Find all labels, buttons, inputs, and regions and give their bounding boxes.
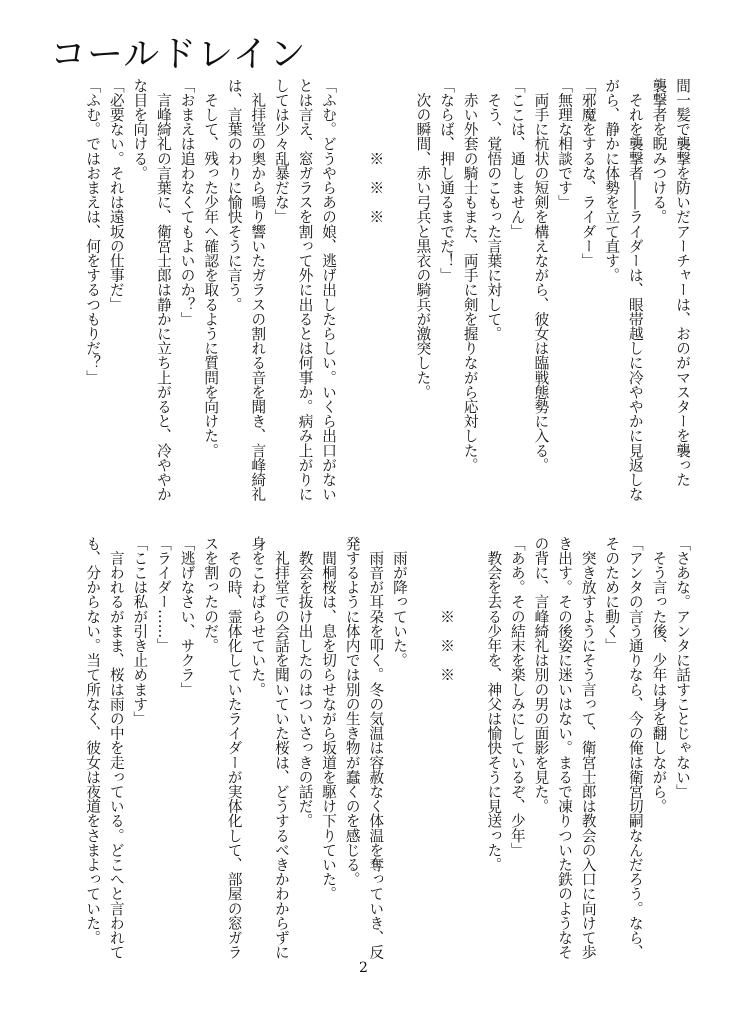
text-line: ※ ※ ※ [438, 536, 456, 682]
text-line: 「ここは、通しません」 [508, 78, 526, 239]
text-line: 発するように体内では別の生き物が蠢くのを感じる。 [343, 536, 361, 887]
text-line: 「おまえは追わなくてもよいのか？」 [178, 78, 196, 327]
text-line: 「邪魔をするな、ライダー」 [579, 78, 597, 268]
text-line: ※ ※ ※ [367, 78, 385, 224]
document-title: コールドレイン [50, 34, 307, 75]
text-line: 「ならば、押し通るまでだ！」 [438, 78, 456, 283]
text-line: 両手に杭状の短剣を構えながら、彼女は臨戦態勢に入る。 [532, 78, 550, 473]
text-line: な目を向ける。 [131, 78, 149, 181]
text-line: 「ライダー……」 [154, 536, 172, 653]
text-line: スを割ったのだ。 [202, 536, 220, 653]
text-line: それを襲撃者――ライダーは、眼帯越しに冷ややかに見返しな [626, 78, 644, 502]
text-line: 言われるがまま、桜は雨の中を走っている。どこへと言われて [107, 536, 125, 960]
text-line: 礼拝堂の奥から鳴り響いたガラスの割れる音を聞き、言峰綺礼 [249, 78, 267, 502]
text-line [340, 78, 364, 496]
text-line: 「さあな。アンタに話すことじゃない」 [674, 536, 691, 799]
text-line: の背に、言峰綺礼は別の男の面影を見た。 [532, 536, 550, 814]
text-line: 教会を抜け出したのはついさっきの話だ。 [296, 536, 314, 828]
text-line: 礼拝堂での会話を聞いていた桜は、どうするべきかわからずに [272, 536, 290, 960]
text-block-top [66, 78, 694, 502]
text-line: は、言葉のわりに愉快そうに言う。 [225, 78, 243, 312]
text-line: そう言った後、少年は身を翻しながら。 [650, 536, 668, 814]
text-line: そう、覚悟のこもった言葉に対して。 [485, 78, 503, 341]
text-line: 襲撃者を睨みつける。 [650, 78, 668, 224]
text-line: 突き放すようにそう言って、衛宮士郎は教会の入口に向けて歩 [579, 536, 597, 960]
text-line: とは言え、窓ガラスを割って外に出るとは何事か。病み上がりに [296, 78, 314, 502]
text-line: 間桐桜は、息を切らせながら坂道を駆け下りていた。 [320, 536, 338, 901]
text-line [411, 536, 435, 954]
text-line: 「無理な相談です」 [556, 78, 574, 210]
text-line [458, 536, 482, 954]
text-line: 雨が降っていた。 [390, 536, 408, 668]
text-line: 「アンタの言う通りなら、今の俺は衛宮切嗣なんだろう。なら、 [626, 536, 644, 960]
text-block-bottom [66, 536, 694, 960]
text-line: 教会を去る少年を、神父は愉快そうに見送った。 [485, 536, 503, 872]
text-line: 「ふむ。どうやらあの娘、逃げ出したらしい。いくら出口がない [320, 78, 338, 502]
text-line: 身をこわばらせていた。 [249, 536, 267, 697]
text-line: 言峰綺礼の言葉に、衛宮士郎は静かに立ち上がると、冷ややか [154, 78, 172, 502]
text-line: がら、静かに体勢を立て直す。 [603, 78, 621, 283]
text-line: 「必要ない。それは遠坂の仕事だ」 [107, 78, 125, 312]
text-line: も、分からない。当て所なく、彼女は夜道をさまよっていた。 [84, 536, 102, 945]
text-line [387, 78, 411, 496]
text-line: 「ここは私が引き止めます」 [131, 536, 149, 726]
text-line: 「ああ。その結末を楽しみにしているぞ、少年」 [508, 536, 526, 858]
text-line: そのために動く」 [603, 536, 621, 653]
text-line: 雨音が耳朶を叩く。冬の気温は容赦なく体温を奪っていき、反 [367, 536, 385, 960]
text-line: 間一髪で襲撃を防いだアーチャーは、おのがマスターを襲った [674, 78, 691, 487]
page-number: 2 [359, 960, 368, 976]
text-line: その時、霊体化していたライダーが実体化して、部屋の窓ガラ [225, 536, 243, 960]
text-line: そして、残った少年へ確認を取るように質問を向けた。 [202, 78, 220, 458]
text-line: き出す。その後姿に迷いはない。まるで凍りついた鉄のようなそ [556, 536, 574, 960]
text-line: しては少々乱暴だな」 [272, 78, 290, 224]
text-line: 「ふむ。ではおまえは、何をするつもりだ？」 [84, 78, 102, 385]
text-line: 赤い外套の騎士もまた、両手に剣を握りながら応対した。 [461, 78, 479, 473]
text-line: 次の瞬間、赤い弓兵と黒衣の騎兵が激突した。 [414, 78, 432, 400]
text-line: 「逃げなさい、サクラ」 [178, 536, 196, 697]
